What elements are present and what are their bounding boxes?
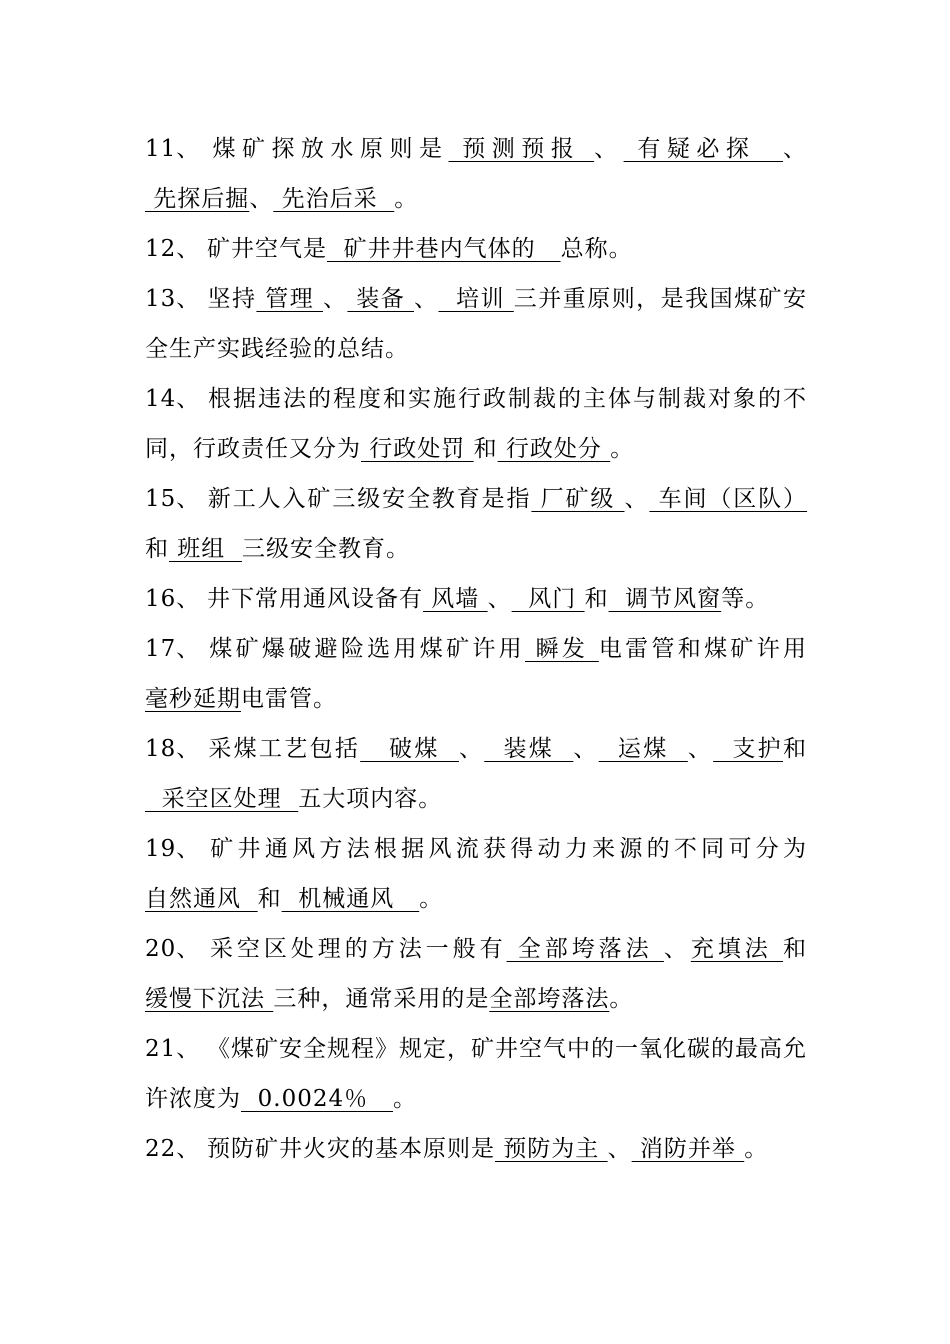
- answer-blank: 行政处罚: [361, 436, 474, 462]
- question-text: 电雷管和煤矿许用: [598, 636, 808, 662]
- answer-blank: 风门: [511, 586, 585, 612]
- answer-blank: 支护: [713, 736, 783, 762]
- question-number: 11、: [145, 136, 201, 162]
- question-3: [145, 274, 807, 374]
- answer-blank: 自然通风: [145, 886, 258, 912]
- question-number: 17、: [145, 636, 201, 662]
- answer-blank: 调节风窗: [608, 586, 722, 612]
- question-text: 矿井通风方法根据风流获得动力来源的不同可分为: [207, 836, 807, 862]
- question-text: 和: [257, 886, 282, 912]
- question-text: 、: [663, 936, 691, 962]
- question-7: [145, 624, 807, 724]
- answer-blank: 机械通风: [281, 886, 420, 912]
- question-text: 、: [594, 136, 624, 162]
- answer-blank: 毫秒延期: [145, 686, 241, 712]
- answer-blank: 运煤: [598, 736, 688, 762]
- question-1: [145, 124, 807, 224]
- question-number: 22、: [145, 1136, 201, 1162]
- question-text: 三种，通常采用的是: [273, 986, 490, 1012]
- answer-blank: 先探后掘: [145, 186, 250, 212]
- question-text: 《煤矿安全规程》规定，矿井空气中的一氧化碳的最高允许浓度为: [145, 1036, 807, 1112]
- question-text: 、: [607, 1136, 632, 1162]
- question-number: 12、: [145, 236, 201, 262]
- answer-blank: 培训: [438, 286, 514, 312]
- question-number: 21、: [145, 1036, 201, 1062]
- question-text: 、: [783, 136, 808, 162]
- question-11: [145, 1024, 807, 1124]
- question-text: 三并重原则，是我国煤矿安全生产实践经验的总结。: [145, 286, 808, 362]
- question-number: 15、: [145, 486, 201, 512]
- answer-blank: 先治后采: [273, 186, 395, 212]
- question-text: 和: [584, 586, 609, 612]
- question-text: 、: [458, 736, 485, 762]
- question-text: 坚持: [207, 286, 257, 312]
- question-text: 和: [473, 436, 498, 462]
- question-text: 煤矿探放水原则是: [207, 136, 449, 162]
- question-text: 采煤工艺包括: [207, 736, 361, 762]
- question-6: [145, 574, 807, 624]
- answer-blank: 缓慢下沉法: [145, 986, 274, 1012]
- question-list: [145, 124, 807, 1174]
- answer-blank: 班组: [169, 536, 242, 562]
- question-text: 。: [419, 886, 444, 912]
- answer-blank: 采空区处理: [145, 786, 299, 812]
- question-text: 。: [744, 1136, 769, 1162]
- question-number: 19、: [145, 836, 201, 862]
- question-text: 和: [783, 936, 808, 962]
- question-10: [145, 924, 807, 1024]
- question-text: 三级安全教育。: [241, 536, 410, 562]
- question-number: 13、: [145, 286, 201, 312]
- question-number: 20、: [145, 936, 201, 962]
- answer-blank: 破煤: [360, 736, 459, 762]
- answer-blank: 装煤: [484, 736, 574, 762]
- question-text: 等。: [721, 586, 770, 612]
- question-text: 煤矿爆破避险选用煤矿许用: [207, 636, 525, 662]
- answer-blank: 0.0024％: [241, 1086, 394, 1112]
- question-text: 根据违法的程度和实施行政制裁的主体与制裁对象的不同，行政责任又分为: [145, 386, 807, 462]
- answer-blank: 风墙: [423, 586, 488, 612]
- question-text: 采空区处理的方法一般有: [207, 936, 507, 962]
- question-text: 。: [609, 986, 634, 1012]
- answer-blank: 瞬发: [525, 636, 599, 662]
- answer-blank: 全部垮落法: [489, 986, 610, 1012]
- question-text: 、: [413, 286, 439, 312]
- question-text: 、: [487, 586, 512, 612]
- question-2: [145, 224, 807, 274]
- question-text: 和: [145, 536, 169, 562]
- question-9: [145, 824, 807, 924]
- question-text: 、: [322, 286, 348, 312]
- answer-blank: 矿井井巷内气体的: [327, 236, 561, 262]
- question-8: [145, 724, 807, 824]
- question-text: 、: [687, 736, 714, 762]
- answer-blank: 预测预报: [448, 136, 595, 162]
- question-4: [145, 374, 807, 474]
- question-text: 和: [783, 736, 807, 762]
- answer-blank: 车间（区队）: [649, 486, 808, 512]
- question-text: 五大项内容。: [298, 786, 443, 812]
- answer-blank: 充填法: [690, 936, 784, 962]
- answer-blank: 行政处分: [497, 436, 611, 462]
- answer-blank: 全部垮落法: [506, 936, 664, 962]
- answer-blank: 消防并举: [631, 1136, 745, 1162]
- question-text: 井下常用通风设备有: [207, 586, 423, 612]
- question-text: 新工人入矿三级安全教育是指: [207, 486, 532, 512]
- answer-blank: 预防为主: [495, 1136, 608, 1162]
- question-text: 、: [249, 186, 274, 212]
- answer-blank: 有疑必探: [623, 136, 784, 162]
- question-text: 总称。: [560, 236, 633, 262]
- question-text: 。: [610, 436, 635, 462]
- question-text: 预防矿井火灾的基本原则是: [207, 1136, 495, 1162]
- question-5: [145, 474, 807, 574]
- answer-blank: 装备: [347, 286, 414, 312]
- question-text: 、: [573, 736, 599, 762]
- question-number: 14、: [145, 386, 201, 412]
- question-text: 。: [394, 186, 419, 212]
- question-number: 16、: [145, 586, 201, 612]
- answer-blank: 厂矿级: [531, 486, 625, 512]
- question-text: 电雷管。: [241, 686, 337, 712]
- question-text: 、: [624, 486, 650, 512]
- question-text: 矿井空气是: [207, 236, 327, 262]
- answer-blank: 管理: [256, 286, 323, 312]
- question-number: 18、: [145, 736, 201, 762]
- question-text: 。: [393, 1086, 418, 1112]
- question-12: [145, 1124, 807, 1174]
